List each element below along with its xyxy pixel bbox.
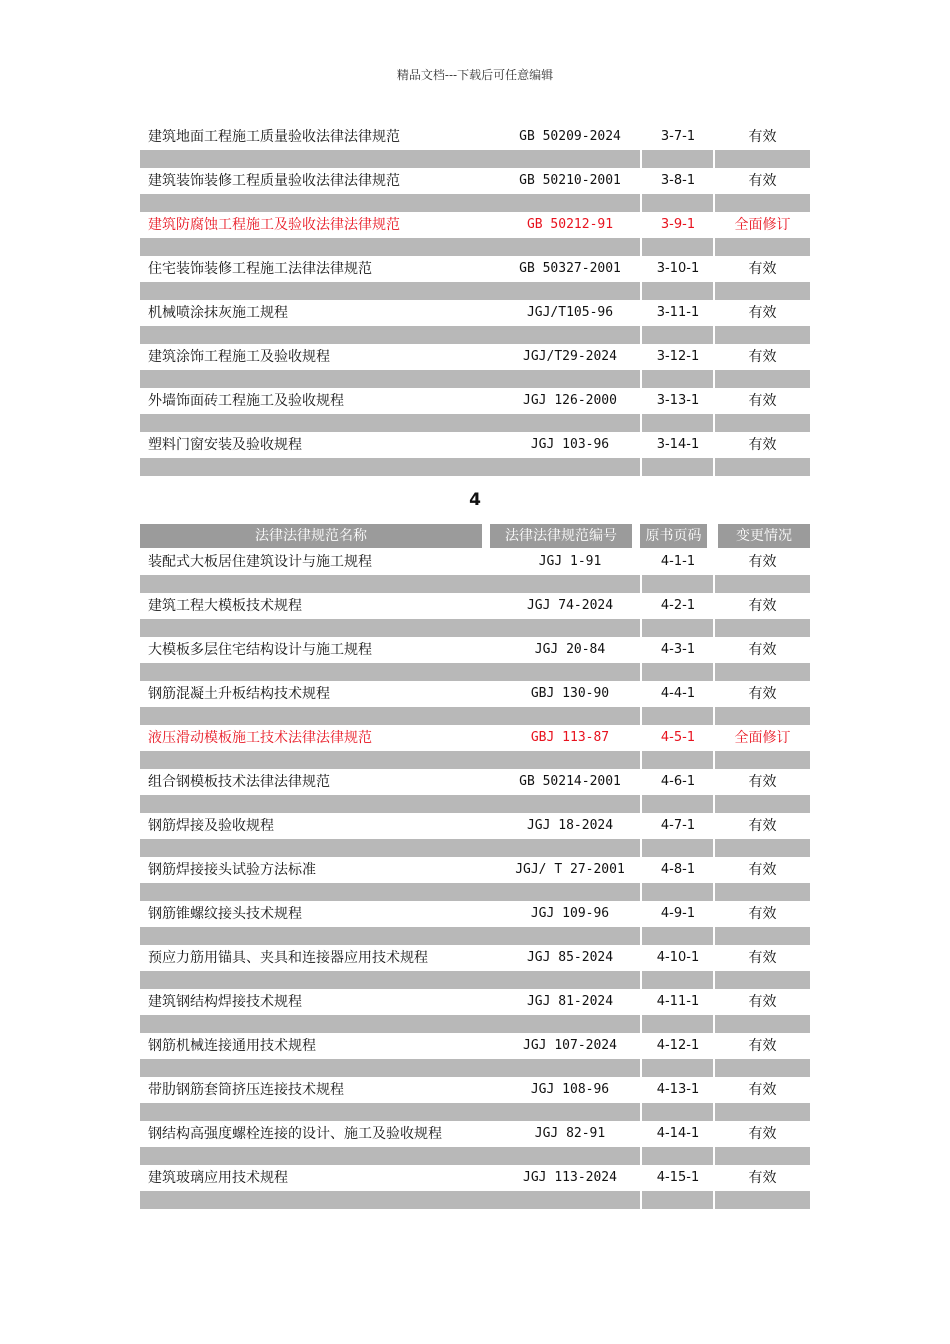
- table-row: [140, 432, 810, 458]
- page-number: 4-5-1: [660, 730, 696, 745]
- row-separator: [140, 238, 810, 256]
- standard-code: JGJ 108-96: [530, 1082, 610, 1097]
- row-separator: [140, 663, 810, 681]
- row-separator: [140, 282, 810, 300]
- standard-code: JGJ 18-2024: [526, 818, 614, 833]
- standard-name: 住宅装饰装修工程施工法律法律规范: [148, 261, 372, 277]
- row-separator: [140, 575, 810, 593]
- row-separator: [140, 370, 810, 388]
- table-row: [140, 769, 810, 795]
- standard-code: JGJ 74-2024: [526, 598, 614, 613]
- status-text: 有效: [748, 349, 777, 365]
- row-separator: [140, 1015, 810, 1033]
- row-separator: [140, 1103, 810, 1121]
- status-text: 全面修订: [734, 217, 791, 233]
- row-separator: [140, 971, 810, 989]
- table-row: [140, 681, 810, 707]
- page-number: 3-10-1: [656, 261, 700, 276]
- status-text: 有效: [748, 686, 777, 702]
- table-row: [140, 1165, 810, 1191]
- standard-name: 建筑地面工程施工质量验收法律法律规范: [148, 129, 400, 145]
- page-watermark: 精品文档---下载后可任意编辑: [396, 68, 554, 82]
- standards-table-section-4: [140, 549, 810, 1209]
- standard-name: 钢筋焊接接头试验方法标准: [148, 862, 316, 878]
- table-row: [140, 725, 810, 751]
- page-number: 4-3-1: [660, 642, 696, 657]
- status-text: 有效: [748, 554, 777, 570]
- standard-code: JGJ 113-2024: [523, 1170, 617, 1185]
- status-text: 有效: [748, 818, 777, 834]
- status-text: 全面修订: [734, 730, 791, 746]
- table-row: [140, 1033, 810, 1059]
- standard-name: 钢筋混凝土升板结构技术规程: [148, 686, 330, 702]
- standard-name: 塑料门窗安装及验收规程: [148, 437, 302, 453]
- page-number: 3-7-1: [660, 129, 696, 144]
- standard-code: JGJ 103-96: [530, 437, 610, 452]
- page-number: 3-8-1: [660, 173, 696, 188]
- standard-name: 装配式大板居住建筑设计与施工规程: [148, 554, 372, 570]
- standard-name: 钢筋焊接及验收规程: [148, 818, 274, 834]
- page-number: 4-2-1: [660, 598, 696, 613]
- standard-code: JGJ 82-91: [534, 1126, 606, 1141]
- row-separator: [140, 150, 810, 168]
- standard-code: GB 50214-2001: [519, 774, 621, 789]
- standard-code: JGJ 126-2000: [523, 393, 617, 408]
- page-number: 4-6-1: [660, 774, 696, 789]
- row-separator: [140, 1191, 810, 1209]
- standard-name: 建筑涂饰工程施工及验收规程: [148, 349, 330, 365]
- standard-name: 钢筋锥螺纹接头技术规程: [148, 906, 302, 922]
- table-row: [140, 945, 810, 971]
- standard-name: 机械喷涂抹灰施工规程: [148, 305, 288, 321]
- table-row: [140, 857, 810, 883]
- standard-name: 钢筋机械连接通用技术规程: [148, 1038, 316, 1054]
- page-number: 4-12-1: [656, 1038, 700, 1053]
- standard-code: JGJ 85-2024: [526, 950, 614, 965]
- table-row: [140, 124, 810, 150]
- table-row: [140, 300, 810, 326]
- header-code: 法律法律规范编号: [490, 524, 632, 548]
- standard-code: JGJ 109-96: [530, 906, 610, 921]
- standard-name: 大模板多层住宅结构设计与施工规程: [148, 642, 372, 658]
- status-text: 有效: [748, 906, 777, 922]
- status-text: 有效: [748, 994, 777, 1010]
- standard-name: 外墙饰面砖工程施工及验收规程: [148, 393, 344, 409]
- page-number: 4-9-1: [660, 906, 696, 921]
- standard-name: 建筑防腐蚀工程施工及验收法律法律规范: [148, 217, 400, 233]
- header-page: 原书页码: [640, 524, 707, 548]
- standard-name: 组合钢模板技术法律法律规范: [148, 774, 330, 790]
- page-number: 4-4-1: [660, 686, 696, 701]
- status-text: 有效: [748, 1170, 777, 1186]
- status-text: 有效: [748, 598, 777, 614]
- standard-code: JGJ 20-84: [534, 642, 606, 657]
- table-row: [140, 168, 810, 194]
- header-name: 法律法律规范名称: [140, 524, 482, 548]
- standard-code: GB 50210-2001: [519, 173, 621, 188]
- status-text: 有效: [748, 774, 777, 790]
- table-row: [140, 344, 810, 370]
- standard-code: JGJ 81-2024: [526, 994, 614, 1009]
- row-separator: [140, 707, 810, 725]
- standard-name: 预应力筋用锚具、夹具和连接器应用技术规程: [148, 950, 428, 966]
- status-text: 有效: [748, 437, 777, 453]
- page-number: 4-7-1: [660, 818, 696, 833]
- row-separator: [140, 883, 810, 901]
- page-number: 4-10-1: [656, 950, 700, 965]
- row-separator: [140, 927, 810, 945]
- standard-code: GB 50327-2001: [519, 261, 621, 276]
- table-row: [140, 388, 810, 414]
- table-row: [140, 593, 810, 619]
- status-text: 有效: [748, 261, 777, 277]
- status-text: 有效: [748, 173, 777, 189]
- status-text: 有效: [748, 950, 777, 966]
- table-row: [140, 813, 810, 839]
- page-number: 4-15-1: [656, 1170, 700, 1185]
- row-separator: [140, 1059, 810, 1077]
- standard-name: 建筑钢结构焊接技术规程: [148, 994, 302, 1010]
- standard-code: GB 50212-91: [526, 217, 614, 232]
- table-row: [140, 901, 810, 927]
- standard-name: 建筑装饰装修工程质量验收法律法律规范: [148, 173, 400, 189]
- header-status: 变更情况: [718, 524, 810, 548]
- row-separator: [140, 458, 810, 476]
- page-number: 3-11-1: [656, 305, 700, 320]
- page-number: 3-13-1: [656, 393, 700, 408]
- table-row: [140, 1077, 810, 1103]
- section-number: 4: [469, 490, 481, 510]
- page-number: 4-14-1: [656, 1126, 700, 1141]
- row-separator: [140, 619, 810, 637]
- table-row: [140, 549, 810, 575]
- standard-name: 液压滑动模板施工技术法律法律规范: [148, 730, 372, 746]
- standard-code: GBJ 130-90: [530, 686, 610, 701]
- row-separator: [140, 839, 810, 857]
- page-number: 4-13-1: [656, 1082, 700, 1097]
- row-separator: [140, 1147, 810, 1165]
- row-separator: [140, 326, 810, 344]
- standards-table-section-3: [140, 124, 810, 476]
- table-row: [140, 1121, 810, 1147]
- table-row: [140, 256, 810, 282]
- page-number: 3-12-1: [656, 349, 700, 364]
- standard-code: JGJ 107-2024: [523, 1038, 617, 1053]
- status-text: 有效: [748, 862, 777, 878]
- status-text: 有效: [748, 393, 777, 409]
- table-row: [140, 212, 810, 238]
- status-text: 有效: [748, 1126, 777, 1142]
- table-row: [140, 637, 810, 663]
- page-number: 4-11-1: [656, 994, 700, 1009]
- standard-code: JGJ/ T 27-2001: [515, 862, 625, 877]
- row-separator: [140, 751, 810, 769]
- standard-code: JGJ/T29-2024: [523, 349, 617, 364]
- row-separator: [140, 795, 810, 813]
- status-text: 有效: [748, 642, 777, 658]
- standard-code: JGJ/T105-96: [526, 305, 614, 320]
- status-text: 有效: [748, 1082, 777, 1098]
- status-text: 有效: [748, 129, 777, 145]
- standard-name: 建筑玻璃应用技术规程: [148, 1170, 288, 1186]
- standard-code: GB 50209-2024: [519, 129, 621, 144]
- page-number: 3-9-1: [660, 217, 696, 232]
- table-row: [140, 989, 810, 1015]
- status-text: 有效: [748, 305, 777, 321]
- row-separator: [140, 194, 810, 212]
- standard-name: 钢结构高强度螺栓连接的设计、施工及验收规程: [148, 1126, 442, 1142]
- standard-name: 建筑工程大模板技术规程: [148, 598, 302, 614]
- page-number: 3-14-1: [656, 437, 700, 452]
- row-separator: [140, 414, 810, 432]
- standard-code: GBJ 113-87: [530, 730, 610, 745]
- standard-code: JGJ 1-91: [538, 554, 602, 569]
- page-number: 4-1-1: [660, 554, 696, 569]
- standard-name: 带肋钢筋套筒挤压连接技术规程: [148, 1082, 344, 1098]
- page-number: 4-8-1: [660, 862, 696, 877]
- status-text: 有效: [748, 1038, 777, 1054]
